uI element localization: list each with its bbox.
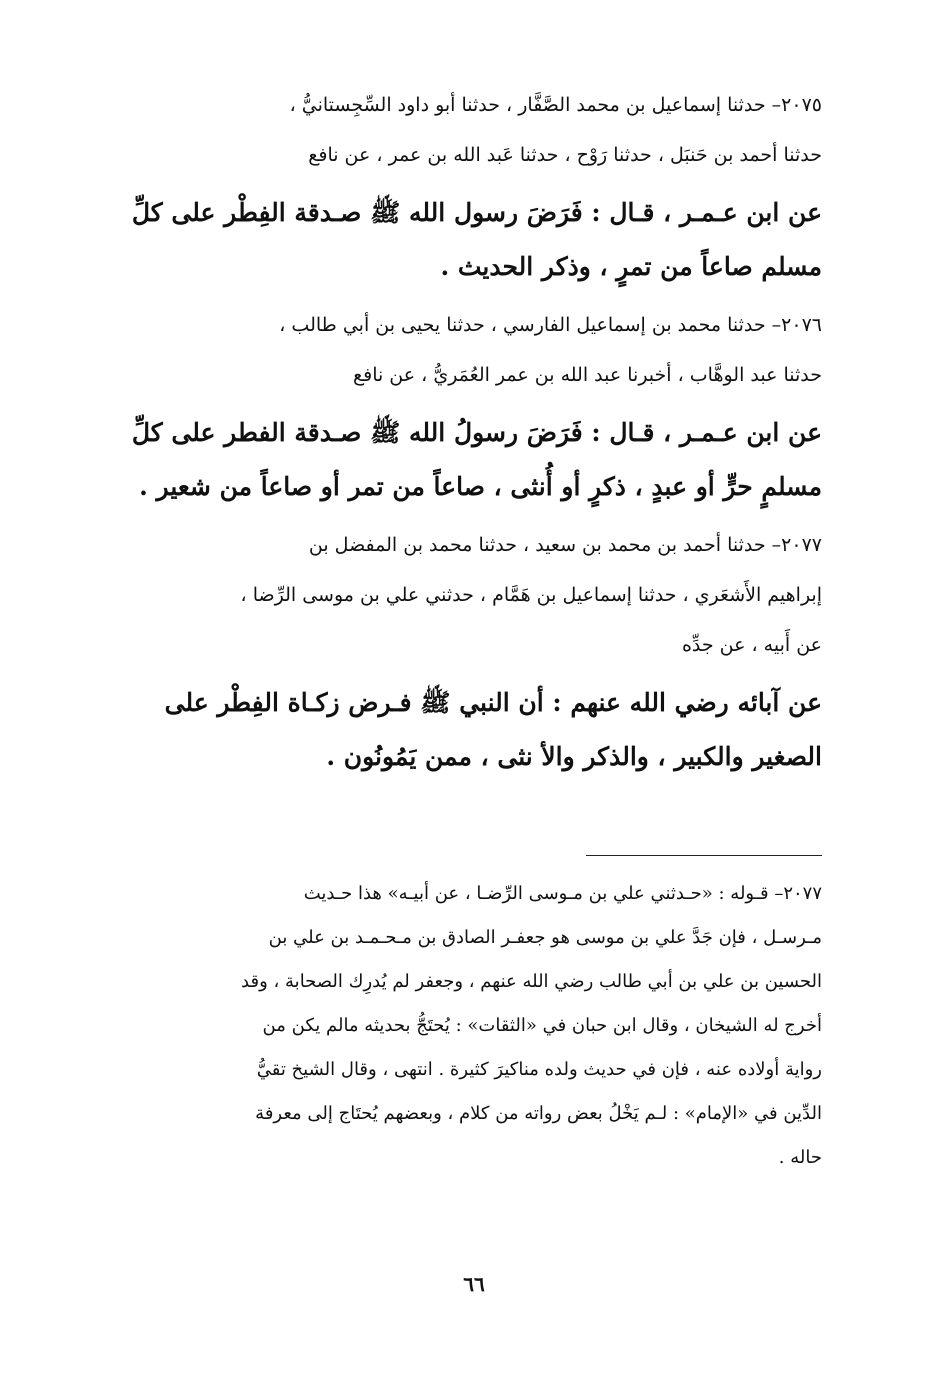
hadith-2076-isnad [104, 300, 822, 400]
text-line: إبراهيم الأَشعَري ، حدثنا إسماعيل بن هَمَّام ، حدثني علي بن موسى الرِّضا ، [240, 584, 822, 606]
hadith-2075-matn [104, 186, 822, 294]
text-line: ٢٠٧٧– حدثنا أحمد بن محمد بن سعيد ، حدثنا محمد بن المفضل بن [308, 534, 822, 556]
footnote-line: مـرسـل ، فإن جَدَّ علي بن موسى هو جعفـر الصادق بن مـحـمـد بن علي بن [268, 927, 822, 948]
text-line: عن آبائه رضي الله عنهم : أن النبي ﷺ فـرض زكـاة الفِطْر على [164, 688, 822, 717]
text-line: مسلم صاعاً من تمرٍ ، وذكر الحديث . [440, 252, 822, 281]
text-line: مسلمٍ حرٍّ أو عبدٍ ، ذكرٍ أو أُنثى ، صاعاً من تمر أو صاعاً من شعير . [139, 472, 822, 501]
text-line: حدثنا عبد الوهَّاب ، أخبرنا عبد الله بن عمر العُمَريُّ ، عن نافع [353, 364, 822, 386]
footnote-line: الدِّين في «الإمام» : لـم يَخْلُ بعض رواته من كلام ، وبعضهم يُحتَاج إلى معرفة [255, 1103, 822, 1124]
text-line: عن ابن عـمـر ، قـال : فَرَضَ رسولُ الله ﷺ صـدقة الفطر على كلِّ [131, 418, 822, 447]
text-line: ٢٠٧٥– حدثنا إسماعيل بن محمد الصَّفَّار ، حدثنا أبو داود السِّجِستانيُّ ، [289, 94, 822, 116]
footnote-line: أخرج له الشيخان ، وقال ابن حبان في «الثقات» : يُحتَجُّ بحديثه مالم يكن من [262, 1015, 822, 1036]
text-line: الصغير والكبير ، والذكر والأ نثى ، ممن يَمُونُون . [326, 742, 822, 771]
hadith-2076-matn [104, 406, 822, 514]
footnote-line: الحسين بن علي بن أبي طالب رضي الله عنهم ، وجعفر لم يُدرِك الصحابة ، وقد [241, 971, 822, 992]
main-text [104, 80, 822, 790]
footnote-line: ٢٠٧٧– قـوله : «حـدثني علي بن مـوسى الرِّضـا ، عن أبيـه» هذا حـديث [303, 883, 822, 904]
hadith-2075-isnad [104, 80, 822, 180]
footnotes [104, 872, 822, 1180]
footnote-separator [586, 855, 822, 856]
hadith-2077-isnad [104, 520, 822, 670]
footnote-line: حاله . [778, 1147, 822, 1168]
text-line: ٢٠٧٦– حدثنا محمد بن إسماعيل الفارسي ، حدثنا يحيى بن أبي طالب ، [279, 314, 822, 336]
page-number: ٦٦ [463, 1272, 485, 1296]
text-line: عن ابن عـمـر ، قـال : فَرَضَ رسول الله ﷺ صـدقة الفِطْر على كلِّ [131, 198, 822, 227]
text-line: حدثنا أحمد بن حَنبَل ، حدثنا رَوْح ، حدثنا عَبد الله بن عمر ، عن نافع [308, 144, 822, 166]
text-line: عن أَبيه ، عن جدِّه [681, 634, 822, 656]
hadith-2077-matn [104, 676, 822, 784]
footnote-line: رواية أولاده عنه ، فإن في حديث ولده مناكيرَ كثيرة . انتهى ، وقال الشيخ تقيُّ [256, 1059, 822, 1080]
